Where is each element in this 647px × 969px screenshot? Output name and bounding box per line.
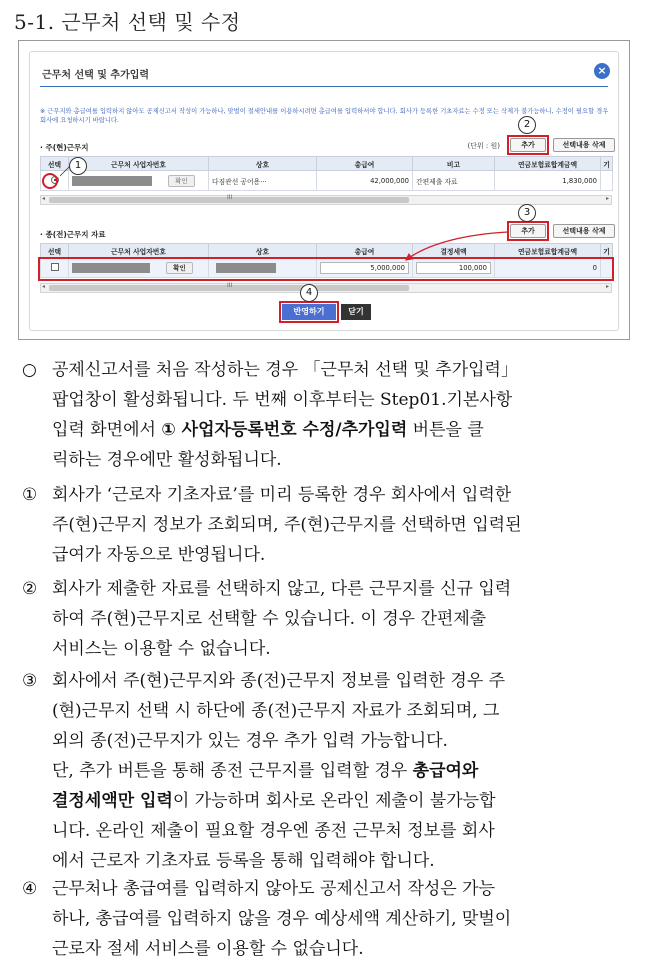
- text-line: 공제신고서를 처음 작성하는 경우 「근무처 선택 및 추가입력」: [52, 360, 518, 380]
- workplace-dialog: [29, 51, 619, 331]
- text-line: 서비스는 이용할 수 없습니다.: [52, 639, 271, 659]
- text-line: (현)근무지 선택 시 하단에 종(전)근무지 자료가 조회되며, 그: [52, 701, 500, 721]
- col-header: 총급여: [317, 157, 413, 171]
- note-cell: 간편제출 자료: [413, 171, 495, 191]
- callout-3: 3: [518, 204, 536, 222]
- text-line: 릭하는 경우에만 활성화됩니다.: [52, 450, 282, 470]
- paragraph-2: [22, 574, 636, 664]
- col-header: 상호: [209, 157, 317, 171]
- apply-button[interactable]: 반영하기: [282, 304, 336, 320]
- col-header: 비고: [413, 157, 495, 171]
- previous-add-button[interactable]: 추가: [510, 224, 546, 238]
- callout-1-leader: [56, 164, 72, 178]
- business-number-cell: [69, 171, 209, 191]
- text-line: 회사가 ‘근로자 기초자료’를 미리 등록한 경우 회사에서 입력한: [52, 485, 512, 505]
- text-line: 하여 주(현)근무지로 선택할 수 있습니다. 이 경우 간편제출: [52, 609, 487, 629]
- col-header: 결정세액: [413, 244, 495, 258]
- emphasis-text: 총급여와: [412, 761, 479, 781]
- text-line: 팝업창이 활성화됩니다. 두 번째 이후부터는 Step01.기본사항: [52, 390, 513, 410]
- scroll-left-icon[interactable]: ◂: [42, 195, 46, 202]
- total-pay-input[interactable]: 5,000,000: [320, 262, 409, 274]
- col-header: 기: [601, 157, 613, 171]
- screenshot-frame: [18, 40, 630, 340]
- callout-4: 4: [300, 284, 318, 302]
- callout-2: 2: [518, 116, 536, 134]
- unit-label: (단위 : 원): [467, 142, 500, 150]
- text-line: 니다. 온라인 제출이 필요할 경우엔 종전 근무처 정보를 회사: [52, 821, 495, 841]
- col-header: 연금보험료합계금액: [495, 157, 601, 171]
- text-line: 주(현)근무지 정보가 조회되며, 주(현)근무지를 선택하면 입력된: [52, 515, 522, 535]
- scroll-grip: III: [227, 194, 233, 201]
- col-header: 연금보험료합계금액: [495, 244, 601, 258]
- dialog-title: 근무처 선택 및 추가입력: [42, 70, 150, 81]
- text-run: 이 가능하며 회사로 온라인 제출이 불가능합: [172, 791, 496, 811]
- text-line: 회사가 제출한 자료를 선택하지 않고, 다른 근무지를 신규 입력: [52, 579, 512, 599]
- company-cell: 다짐관선 공어용···: [209, 171, 317, 191]
- callout-1: 1: [69, 157, 87, 175]
- text-line: [52, 415, 636, 445]
- paragraph-1: [22, 480, 636, 570]
- emphasis-text: 결정세액만 입력: [52, 791, 173, 811]
- paragraph-intro: [22, 355, 636, 475]
- paragraph-4: [22, 874, 636, 964]
- close-icon[interactable]: ×: [594, 63, 610, 79]
- text-line: 하나, 총급여를 입력하지 않을 경우 예상세액 계산하기, 맞벌이: [52, 909, 512, 929]
- text-run: 단, 추가 버튼을 통해 종전 근무지를 입력할 경우: [52, 761, 413, 781]
- col-header: 상호: [209, 244, 317, 258]
- current-workplace-table: [40, 156, 613, 191]
- table-row: [41, 171, 613, 191]
- text-line: 급여가 자동으로 반영됩니다.: [52, 545, 266, 565]
- bullet: ①: [22, 485, 38, 505]
- previous-delete-button[interactable]: 선택내용 삭제: [553, 224, 615, 238]
- col-header: 총급여: [317, 244, 413, 258]
- pension-cell: 1,830,000: [495, 171, 601, 191]
- previous-workplace-heading: · 종(전)근무지 자료: [40, 230, 106, 239]
- pension-cell: 0: [495, 258, 601, 278]
- col-header: 기: [601, 244, 613, 258]
- current-add-button[interactable]: 추가: [510, 138, 546, 152]
- current-workplace-heading: · 주(현)근무지: [40, 143, 89, 152]
- text-line: 근무처나 총급여를 입력하지 않아도 공제신고서 작성은 가능: [52, 879, 495, 899]
- scroll-right-icon[interactable]: ▸: [605, 195, 609, 202]
- col-header: 근무처 사업자번호: [69, 157, 209, 171]
- scroll-grip: III: [227, 282, 233, 289]
- col-header: 근무처 사업자번호: [69, 244, 209, 258]
- text-line: 근로자 절세 서비스를 이용할 수 없습니다.: [52, 939, 364, 959]
- decided-tax-input[interactable]: 100,000: [416, 262, 491, 274]
- scroll-right-icon[interactable]: ▸: [605, 283, 609, 290]
- bullet: ○: [22, 360, 37, 380]
- callout-2-highlight: [507, 135, 549, 155]
- paragraph-3: [22, 666, 636, 876]
- callout-3-highlight: [507, 221, 549, 241]
- text-line: 에서 근로자 기초자료 등록을 통해 입력해야 합니다.: [52, 851, 435, 871]
- current-delete-button[interactable]: 선택내용 삭제: [553, 138, 615, 152]
- confirm-button[interactable]: 확인: [166, 262, 193, 274]
- bullet: ③: [22, 671, 38, 691]
- text-run: 버튼을 클: [407, 420, 484, 440]
- business-number-redacted: [72, 176, 152, 186]
- extra-cell: [601, 171, 613, 191]
- table-header-row: [41, 244, 613, 258]
- text-line: 회사에서 주(현)근무지와 종(전)근무지 정보를 입력한 경우 주: [52, 671, 506, 691]
- bullet: ④: [22, 879, 38, 899]
- dialog-notice: ※ 근무지와 총급여를 입력하지 않아도 공제신고서 작성이 가능하나, 맞벌이 절세안내를 이용하시려면 총급여를 입력하셔야 합니다. 회사가 등록한 기초자료는 수정 또는 삭제가 불가능하니, 수정이 필요할 경우 회사에 요청하시기 바랍니다.: [40, 108, 609, 124]
- confirm-button[interactable]: 확인: [168, 175, 195, 187]
- scroll-left-icon[interactable]: ◂: [42, 283, 46, 290]
- text-line: 외의 종(전)근무지가 있는 경우 추가 입력 가능합니다.: [52, 731, 448, 751]
- callout-1-highlight: [42, 173, 58, 189]
- col-header: 선택: [41, 157, 69, 171]
- table-header-row: [41, 157, 613, 171]
- title-divider: [40, 86, 608, 87]
- bullet: ②: [22, 579, 38, 599]
- callout-4-highlight: [279, 301, 339, 323]
- close-button[interactable]: 닫기: [341, 304, 371, 320]
- previous-row-highlight: [38, 257, 614, 281]
- section-title: 5-1. 근무처 선택 및 수정: [14, 10, 241, 34]
- text-line: [52, 786, 636, 816]
- emphasis-text: ① 사업자등록번호 수정/추가입력: [161, 420, 408, 440]
- previous-table-scrollbar[interactable]: [40, 283, 612, 293]
- text-run: 입력 화면에서: [52, 420, 162, 440]
- total-pay-cell: 42,000,000: [317, 171, 413, 191]
- col-header: 선택: [41, 244, 69, 258]
- text-line: [52, 756, 636, 786]
